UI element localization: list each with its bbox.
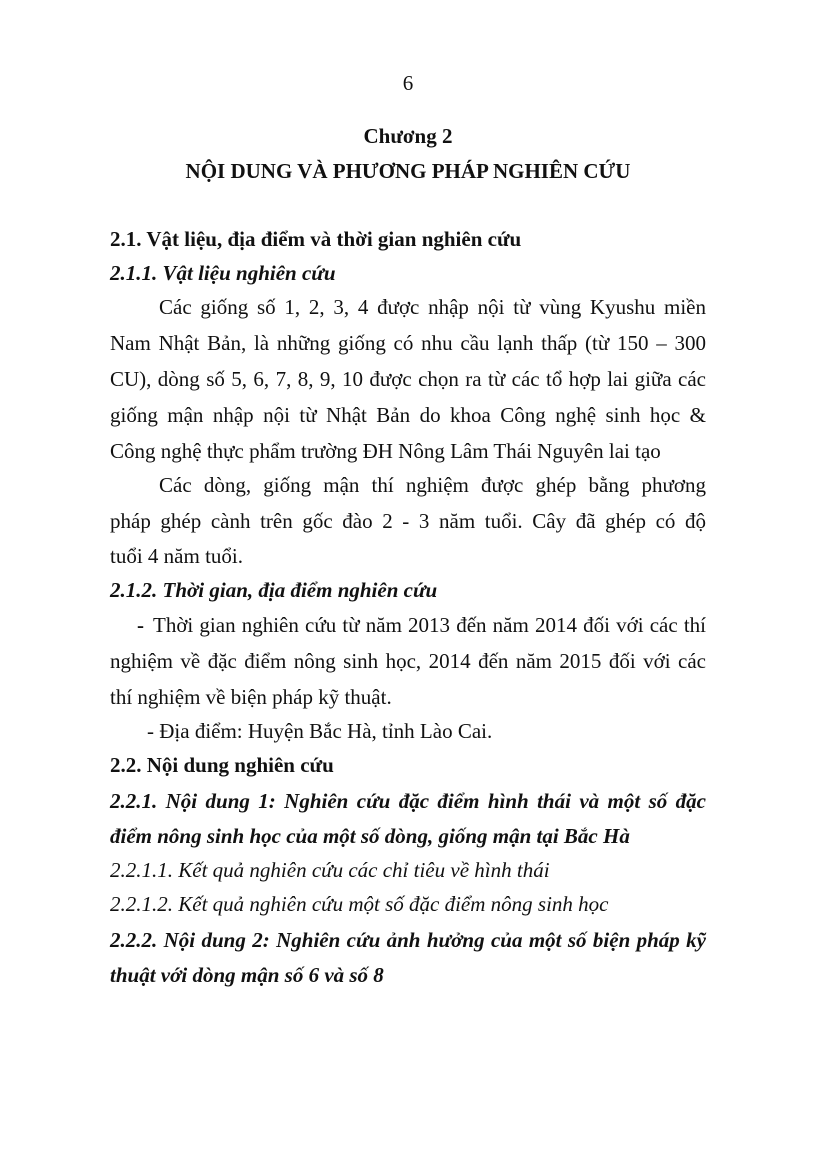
- chapter-title: NỘI DUNG VÀ PHƯƠNG PHÁP NGHIÊN CỨU: [185, 159, 631, 183]
- paragraph-line: Các giống số 1, 2, 3, 4 được nhập nội từ vùng Kyushu miền: [159, 295, 706, 319]
- paragraph-line: tuổi 4 năm tuổi.: [110, 544, 243, 568]
- paragraph-line: Công nghệ thực phẩm trường ĐH Nông Lâm Thái Nguyên lai tạo: [110, 439, 661, 463]
- paragraph-line: - Địa điểm: Huyện Bắc Hà, tỉnh Lào Cai.: [147, 719, 493, 743]
- chapter-label: Chương 2: [363, 124, 453, 148]
- subsection-heading-2-2-1-cont: điểm nông sinh học của một số dòng, giống mận tại Bắc Hà: [110, 824, 630, 848]
- subsection-heading-2-2-2-cont: thuật với dòng mận số 6 và số 8: [110, 963, 384, 987]
- paragraph-line: nghiệm về đặc điểm nông sinh học, 2014 đến năm 2015 đối với các: [110, 649, 706, 673]
- paragraph-line: giống mận nhập nội từ Nhật Bản do khoa Công nghệ sinh học &: [110, 403, 706, 427]
- paragraph-line: pháp ghép cành trên gốc đào 2 - 3 năm tuổi. Cây đã ghép có độ: [110, 509, 706, 533]
- paragraph-line: Các dòng, giống mận thí nghiệm được ghép bằng phương: [159, 473, 706, 497]
- subsection-heading-2-2-1: 2.2.1. Nội dung 1: Nghiên cứu đặc điểm hình thái và một số đặc: [110, 789, 706, 813]
- paragraph-line: CU), dòng số 5, 6, 7, 8, 9, 10 được chọn ra từ các tổ hợp lai giữa các: [110, 367, 706, 391]
- page-number: 6: [402, 71, 414, 95]
- subitem-2-2-1-2: 2.2.1.2. Kết quả nghiên cứu một số đặc điểm nông sinh học: [110, 892, 609, 916]
- paragraph-line: Nam Nhật Bản, là những giống có nhu cầu lạnh thấp (từ 150 – 300: [110, 331, 706, 355]
- section-heading-2-2: 2.2. Nội dung nghiên cứu: [110, 753, 334, 777]
- subitem-2-2-1-1: 2.2.1.1. Kết quả nghiên cứu các chỉ tiêu về hình thái: [110, 858, 550, 882]
- section-heading-2-1: 2.1. Vật liệu, địa điểm và thời gian nghiên cứu: [110, 227, 522, 251]
- paragraph-line: Thời gian nghiên cứu từ năm 2013 đến năm 2014 đối với các thí: [153, 613, 706, 637]
- subsection-heading-2-2-2: 2.2.2. Nội dung 2: Nghiên cứu ảnh hưởng của một số biện pháp kỹ: [110, 928, 706, 952]
- subsection-heading-2-1-2: 2.1.2. Thời gian, địa điểm nghiên cứu: [110, 578, 438, 602]
- list-dash: -: [137, 613, 144, 637]
- subsection-heading-2-1-1: 2.1.1. Vật liệu nghiên cứu: [110, 261, 336, 285]
- paragraph-line: thí nghiệm về biện pháp kỹ thuật.: [110, 685, 392, 709]
